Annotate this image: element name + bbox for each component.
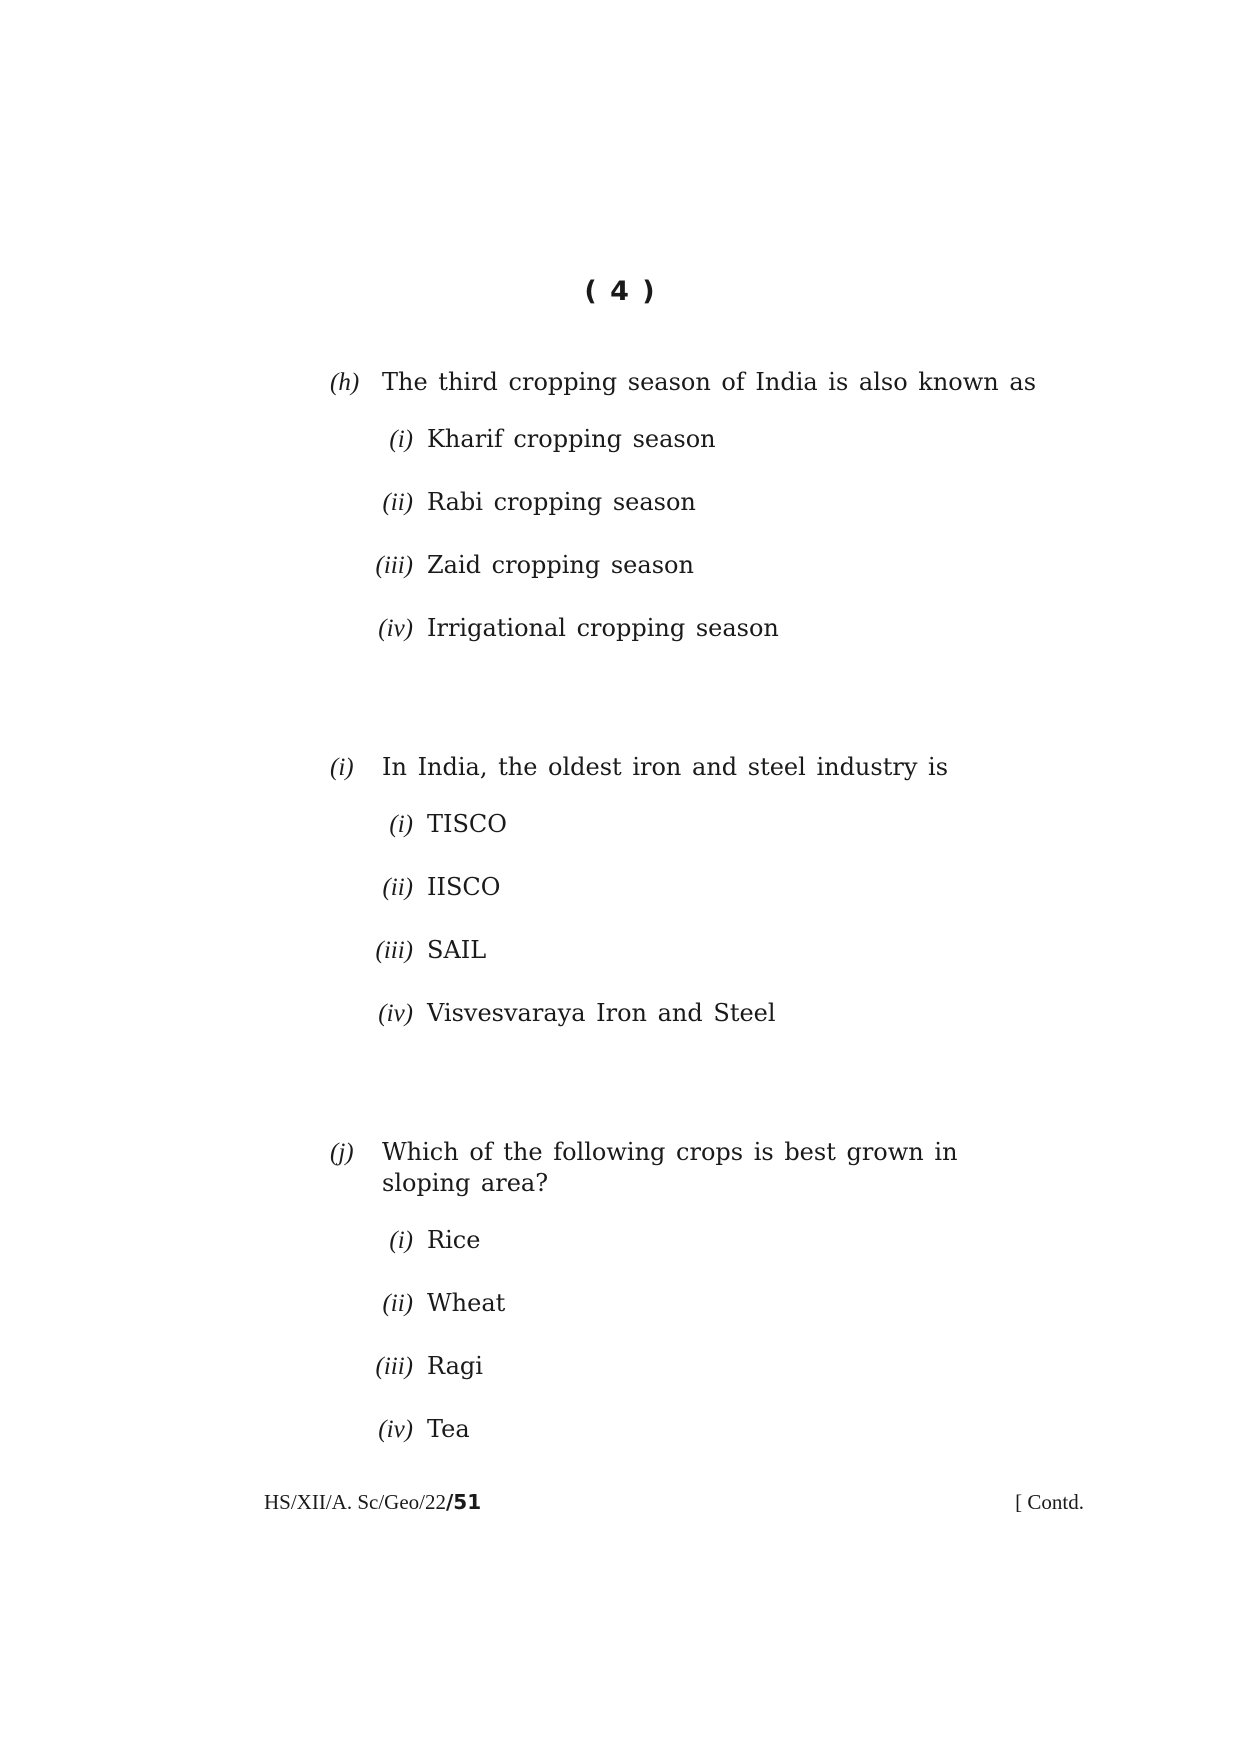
- option-item: [330, 935, 1050, 966]
- option-text: Visvesvaraya Iron and Steel: [427, 999, 776, 1027]
- question-label: (j): [330, 1139, 354, 1166]
- option-item: [330, 550, 1050, 581]
- option-label: (iii): [375, 552, 413, 579]
- option-item: [330, 998, 1050, 1029]
- option-text: TISCO: [427, 810, 507, 838]
- option-list: [330, 809, 1050, 1029]
- option-text: Zaid cropping season: [427, 551, 694, 579]
- option-label: (iv): [378, 1416, 413, 1443]
- option-text: IISCO: [427, 873, 501, 901]
- option-item: [330, 1225, 1050, 1256]
- question-text: Which of the following crops is best grown in sloping area?: [382, 1138, 958, 1197]
- option-label: (ii): [382, 489, 413, 516]
- option-label: (iii): [375, 937, 413, 964]
- option-text: Kharif cropping season: [427, 425, 716, 453]
- option-label: (i): [389, 1227, 413, 1254]
- option-text: Wheat: [427, 1289, 506, 1317]
- option-label: (iv): [378, 1000, 413, 1027]
- question-text: In India, the oldest iron and steel industry is: [382, 753, 949, 781]
- option-item: [330, 424, 1050, 455]
- question-h: [330, 367, 1050, 676]
- continued-marker: [ Contd.: [1015, 1490, 1084, 1514]
- option-item: [330, 1414, 1050, 1445]
- option-item: [330, 809, 1050, 840]
- question-stem: [330, 752, 1050, 783]
- question-label: (h): [330, 369, 360, 396]
- paper-code-prefix: HS/XII/A. Sc/Geo/22: [264, 1490, 446, 1514]
- option-text: Tea: [427, 1415, 470, 1443]
- option-list: [330, 424, 1050, 644]
- question-stem: [330, 367, 1050, 398]
- option-text: Ragi: [427, 1352, 483, 1380]
- option-item: [330, 1288, 1050, 1319]
- option-text: Rice: [427, 1226, 481, 1254]
- option-label: (i): [389, 426, 413, 453]
- option-label: (iv): [378, 615, 413, 642]
- question-text: The third cropping season of India is also known as: [382, 368, 1037, 396]
- paper-code-suffix: /51: [446, 1490, 482, 1514]
- option-item: [330, 613, 1050, 644]
- question-stem: [330, 1137, 1050, 1199]
- option-label: (iii): [375, 1353, 413, 1380]
- question-j: [330, 1137, 1050, 1477]
- option-item: [330, 487, 1050, 518]
- option-list: [330, 1225, 1050, 1445]
- page-number: ( 4 ): [584, 276, 657, 307]
- option-label: (i): [389, 811, 413, 838]
- option-label: (ii): [382, 1290, 413, 1317]
- question-label: (i): [330, 754, 354, 781]
- option-item: [330, 1351, 1050, 1382]
- option-text: SAIL: [427, 936, 487, 964]
- paper-code: [264, 1490, 481, 1515]
- option-text: Rabi cropping season: [427, 488, 696, 516]
- question-i: [330, 752, 1050, 1061]
- option-item: [330, 872, 1050, 903]
- option-label: (ii): [382, 874, 413, 901]
- option-text: Irrigational cropping season: [427, 614, 779, 642]
